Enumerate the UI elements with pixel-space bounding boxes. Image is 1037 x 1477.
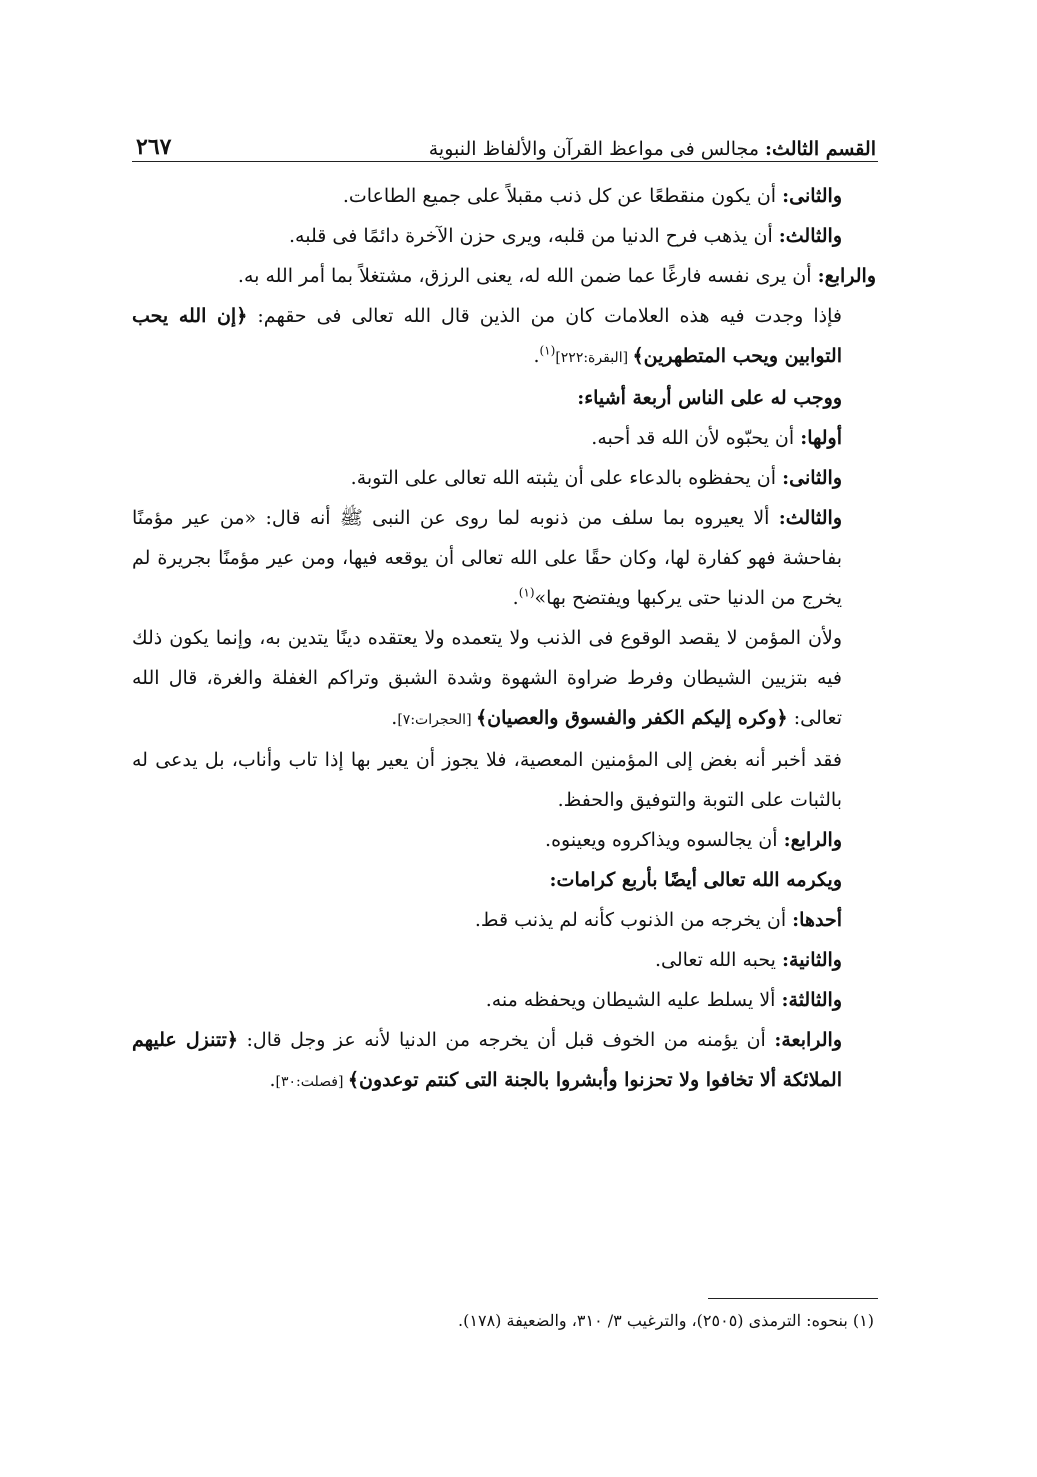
footnote-marker: (١) [539, 343, 556, 358]
paragraph-lead: أولها: [800, 427, 842, 449]
paragraph-lead: والثالثة: [781, 989, 842, 1011]
main-text [132, 176, 876, 1102]
paragraph-lead: والثانى: [782, 467, 842, 489]
paragraph-text: ولأن المؤمن لا يقصد الوقوع فى الذنب ولا يتعمده ولا يعتقده دينًا يتدين به، وإنما يكون ذلك فيه بتزيين الشيطان وفرط ضراوة الشهوة وشدة الشبق وتراكم الغفلة والغرة، قال الله تعالى: [132, 627, 842, 729]
paragraph-text: أن يؤمنه من الخوف قبل أن يخرجه من الدنيا لأنه عز وجل قال: [238, 1029, 775, 1051]
paragraph-text: فقد أخبر أنه بغض إلى المؤمنين المعصية، فلا يجوز أن يعير بها إذا تاب وأناب، بل يدعى له بالثبات على التوبة والتوفيق والحفظ. [132, 749, 842, 811]
paragraph-text: ويكرمه الله تعالى أيضًا بأربع كرامات: [549, 869, 842, 891]
paragraph-lead: والثالث: [778, 507, 842, 529]
header-title [429, 138, 876, 160]
paragraph [132, 458, 876, 498]
quran-verse: ﴿تتنزل عليهم الملائكة ألا تخافوا ولا تحزنوا وأبشروا بالجنة التى كنتم توعدون﴾ [132, 1029, 842, 1091]
paragraph [132, 1020, 876, 1102]
footnote-marker: (١) [518, 585, 535, 600]
paragraph [132, 256, 876, 296]
paragraph-text: أن يذهب فرح الدنيا من قلبه، ويرى حزن الآخرة دائمًا فى قلبه. [289, 225, 779, 247]
paragraph-lead: والثانية: [782, 949, 842, 971]
paragraph [132, 176, 876, 216]
paragraph [132, 900, 876, 940]
header-text: مجالس فى مواعظ القرآن والألفاظ النبوية [428, 138, 759, 160]
paragraph-end: . [512, 587, 519, 609]
paragraph [132, 418, 876, 458]
paragraph-lead: والثالث: [778, 225, 842, 247]
verse-reference: [الحجرات:٧] [397, 712, 476, 728]
paragraph [132, 378, 876, 418]
paragraph-text: ألا يسلط عليه الشيطان ويحفظه منه. [485, 989, 782, 1011]
paragraph [132, 296, 876, 378]
paragraph [132, 618, 876, 740]
header-divider [132, 161, 878, 162]
paragraph-end: . [269, 1069, 276, 1091]
paragraph [132, 940, 876, 980]
paragraph-text: أن يخرجه من الذنوب كأنه لم يذنب قط. [474, 909, 793, 931]
paragraph [132, 498, 876, 618]
paragraph [132, 820, 876, 860]
paragraph [132, 980, 876, 1020]
paragraph-text: أن يحفظوه بالدعاء على أن يثبته الله تعالى على التوبة. [350, 467, 783, 489]
verse-reference: [فصلت:٣٠] [275, 1074, 348, 1090]
page-number: ٢٦٧ [136, 134, 172, 160]
paragraph-text: أن يكون منقطعًا عن كل ذنب مقبلاً على جميع الطاعات. [342, 185, 783, 207]
paragraph-text: فإذا وجدت فيه هذه العلامات كان من الذين قال الله تعالى فى حقهم: [247, 305, 843, 327]
paragraph-end: . [391, 707, 398, 729]
quran-verse: ﴿إن الله يحب التوابين ويحب المتطهرين﴾ [132, 305, 842, 367]
paragraph-lead: والرابع: [817, 265, 876, 287]
paragraph-lead: والرابع: [783, 829, 842, 851]
paragraph [132, 216, 876, 256]
paragraph-lead: والثانى: [782, 185, 842, 207]
paragraph [132, 740, 876, 820]
footnote: (١) بنحوه: الترمذى (٢٥٠٥)، والترغيب ٣/ ٣١٠، والضعيفة (١٧٨). [458, 1311, 874, 1330]
paragraph-text: ووجب له على الناس أربعة أشياء: [577, 387, 842, 409]
paragraph [132, 860, 876, 900]
footnote-divider [708, 1298, 878, 1299]
paragraph-text: ألا يعيروه بما سلف من ذنوبه لما روى عن النبى ﷺ أنه قال: «من عير مؤمنًا بفاحشة فهو كفارة لها، وكان حقًا على الله تعالى أن يوقعه فيها، ومن عير مؤمنًا بجريرة لم يخرج من الدنيا حتى يركبها ويفتضح بها» [132, 507, 842, 609]
paragraph-end: . [533, 345, 540, 367]
verse-reference: [البقرة:٢٢٢] [555, 350, 633, 366]
running-header [136, 120, 876, 160]
paragraph-text: أن يجالسوه ويذاكروه ويعينوه. [545, 829, 784, 851]
paragraph-text: أن يحبّوه لأن الله قد أحبه. [591, 427, 801, 449]
paragraph-text: أن يرى نفسه فارغًا عما ضمن الله له، يعنى الرزق، مشتغلاً بما أمر الله به. [237, 265, 818, 287]
paragraph-lead: أحدها: [792, 909, 842, 931]
quran-verse: ﴿وكره إليكم الكفر والفسوق والعصيان﴾ [475, 707, 788, 729]
paragraph-text: يحبه الله تعالى. [654, 949, 782, 971]
paragraph-lead: والرابعة: [774, 1029, 842, 1051]
header-section: القسم الثالث: [765, 138, 876, 160]
